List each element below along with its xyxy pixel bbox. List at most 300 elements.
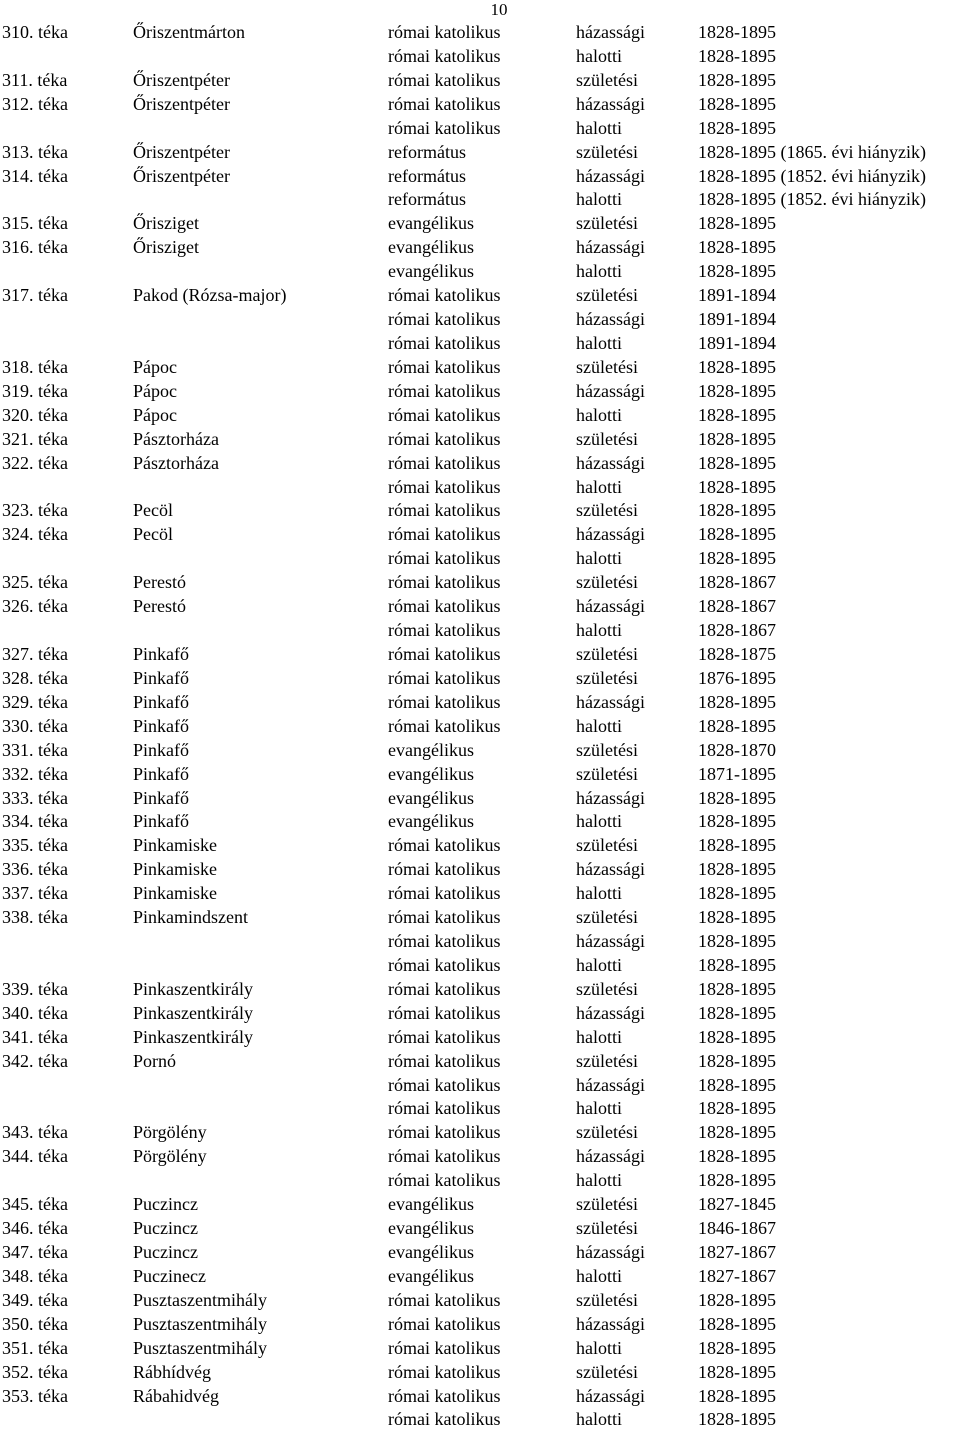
denomination: római katolikus [388, 835, 501, 856]
year-range: 1828-1895 [698, 1385, 776, 1406]
year-range: 1828-1870 [698, 739, 776, 760]
register-row [0, 1168, 960, 1192]
teka-number: 310. téka [2, 22, 68, 42]
register-type: házassági [576, 380, 645, 401]
register-type: születési [576, 978, 638, 999]
register-row [0, 355, 960, 379]
register-list [0, 20, 960, 1431]
year-range: 1828-1895 [698, 428, 776, 449]
denomination: római katolikus [388, 45, 501, 66]
denomination: evangélikus [388, 213, 474, 234]
year-range: 1876-1895 [698, 667, 776, 688]
teka-number: 332. téka [2, 763, 68, 784]
register-row [0, 211, 960, 235]
denomination: római katolikus [388, 524, 501, 545]
register-type: házassági [576, 165, 645, 186]
year-range: 1828-1895 [698, 1122, 776, 1143]
year-range: 1827-1867 [698, 1242, 776, 1263]
year-range: 1827-1845 [698, 1194, 776, 1215]
register-row [0, 1360, 960, 1384]
year-range: 1828-1895 [698, 1146, 776, 1167]
register-row [0, 738, 960, 762]
teka-number: 314. téka [2, 165, 68, 186]
register-type: házassági [576, 93, 645, 114]
register-row [0, 690, 960, 714]
teka-number: 340. téka [2, 1002, 68, 1023]
year-range: 1828-1867 [698, 620, 776, 641]
register-type: halotti [576, 954, 622, 975]
year-range: 1828-1895 [698, 835, 776, 856]
place-name: Pakod (Rózsa-major) [133, 285, 287, 306]
year-range: 1828-1895 [698, 261, 776, 282]
year-range: 1828-1895 [698, 787, 776, 808]
denomination: római katolikus [388, 309, 501, 330]
register-row [0, 618, 960, 642]
year-range: 1828-1895 [698, 1337, 776, 1358]
year-range: 1827-1867 [698, 1265, 776, 1286]
teka-number: 346. téka [2, 1218, 68, 1239]
year-range: 1828-1895 [698, 356, 776, 377]
place-name: Őriszentpéter [133, 93, 230, 114]
register-type: házassági [576, 787, 645, 808]
register-row [0, 833, 960, 857]
register-row [0, 977, 960, 1001]
year-range: 1828-1895 [698, 1098, 776, 1119]
register-row [0, 1025, 960, 1049]
teka-number: 327. téka [2, 643, 68, 664]
place-name: Puczincz [133, 1242, 198, 1263]
denomination: evangélikus [388, 811, 474, 832]
register-type: születési [576, 1361, 638, 1382]
register-row [0, 116, 960, 140]
place-name: Rábhídvég [133, 1361, 211, 1382]
denomination: római katolikus [388, 1170, 501, 1191]
year-range: 1828-1867 [698, 572, 776, 593]
year-range: 1828-1895 [698, 548, 776, 569]
denomination: római katolikus [388, 1002, 501, 1023]
year-range: 1828-1895 [698, 524, 776, 545]
place-name: Pápoc [133, 404, 177, 425]
place-name: Pinkafő [133, 787, 189, 808]
denomination: római katolikus [388, 500, 501, 521]
denomination: evangélikus [388, 1218, 474, 1239]
year-range: 1871-1895 [698, 763, 776, 784]
register-row [0, 92, 960, 116]
register-type: házassági [576, 691, 645, 712]
register-type: születési [576, 907, 638, 928]
year-range: 1828-1895 [698, 213, 776, 234]
year-range: 1828-1895 [698, 1074, 776, 1095]
register-type: születési [576, 572, 638, 593]
teka-number: 326. téka [2, 596, 68, 617]
denomination: római katolikus [388, 356, 501, 377]
teka-number: 351. téka [2, 1337, 68, 1358]
register-type: halotti [576, 404, 622, 425]
teka-number: 338. téka [2, 907, 68, 928]
register-row [0, 1096, 960, 1120]
year-range: 1828-1895 [698, 715, 776, 736]
teka-number: 330. téka [2, 715, 68, 736]
year-range: 1828-1895 [698, 1409, 776, 1430]
register-row [0, 307, 960, 331]
register-type: halotti [576, 117, 622, 138]
register-row [0, 44, 960, 68]
register-row [0, 1407, 960, 1431]
place-name: Pecöl [133, 500, 173, 521]
year-range: 1828-1895 (1852. évi hiányzik) [698, 189, 926, 210]
register-row [0, 786, 960, 810]
register-type: házassági [576, 931, 645, 952]
teka-number: 336. téka [2, 859, 68, 880]
register-type: halotti [576, 189, 622, 210]
register-type: születési [576, 428, 638, 449]
register-row [0, 259, 960, 283]
place-name: Pinkamiske [133, 883, 217, 904]
register-row [0, 427, 960, 451]
place-name: Pinkamindszent [133, 907, 248, 928]
register-row [0, 1384, 960, 1408]
denomination: római katolikus [388, 907, 501, 928]
place-name: Pusztaszentmihály [133, 1289, 267, 1310]
place-name: Pusztaszentmihály [133, 1313, 267, 1334]
place-name: Őrisziget [133, 237, 199, 258]
place-name: Pinkafő [133, 763, 189, 784]
register-type: születési [576, 285, 638, 306]
teka-number: 316. téka [2, 237, 68, 258]
denomination: római katolikus [388, 596, 501, 617]
denomination: római katolikus [388, 428, 501, 449]
teka-number: 313. téka [2, 141, 68, 162]
teka-number: 311. téka [2, 69, 68, 90]
year-range: 1828-1875 [698, 643, 776, 664]
register-type: születési [576, 763, 638, 784]
register-type: halotti [576, 45, 622, 66]
register-type: születési [576, 141, 638, 162]
denomination: római katolikus [388, 1146, 501, 1167]
register-type: házassági [576, 452, 645, 473]
register-row [0, 1073, 960, 1097]
register-row [0, 498, 960, 522]
teka-number: 352. téka [2, 1361, 68, 1382]
denomination: református [388, 165, 466, 186]
year-range: 1891-1894 [698, 285, 776, 306]
denomination: római katolikus [388, 548, 501, 569]
register-type: halotti [576, 476, 622, 497]
teka-number: 333. téka [2, 787, 68, 808]
register-type: születési [576, 500, 638, 521]
denomination: római katolikus [388, 476, 501, 497]
place-name: Rábahidvég [133, 1385, 219, 1406]
year-range: 1828-1895 [698, 1313, 776, 1334]
denomination: római katolikus [388, 931, 501, 952]
place-name: Pecöl [133, 524, 173, 545]
register-type: házassági [576, 524, 645, 545]
place-name: Pinkafő [133, 643, 189, 664]
register-row [0, 1240, 960, 1264]
place-name: Pápoc [133, 380, 177, 401]
place-name: Pinkaszentkirály [133, 1002, 253, 1023]
year-range: 1828-1895 [698, 691, 776, 712]
teka-number: 337. téka [2, 883, 68, 904]
teka-number: 325. téka [2, 572, 68, 593]
register-row [0, 187, 960, 211]
register-row [0, 140, 960, 164]
teka-number: 320. téka [2, 404, 68, 425]
register-type: halotti [576, 1026, 622, 1047]
register-type: születési [576, 1050, 638, 1071]
year-range: 1828-1895 [698, 883, 776, 904]
teka-number: 341. téka [2, 1026, 68, 1047]
register-row [0, 1264, 960, 1288]
year-range: 1828-1895 [698, 404, 776, 425]
register-row [0, 451, 960, 475]
denomination: római katolikus [388, 1050, 501, 1071]
register-type: házassági [576, 237, 645, 258]
register-row [0, 1312, 960, 1336]
teka-number: 323. téka [2, 500, 68, 521]
denomination: evangélikus [388, 763, 474, 784]
year-range: 1828-1895 [698, 69, 776, 90]
place-name: Pápoc [133, 356, 177, 377]
denomination: evangélikus [388, 261, 474, 282]
denomination: római katolikus [388, 978, 501, 999]
place-name: Pinkafő [133, 691, 189, 712]
register-type: házassági [576, 22, 645, 42]
year-range: 1828-1895 [698, 476, 776, 497]
denomination: római katolikus [388, 93, 501, 114]
register-row [0, 283, 960, 307]
denomination: római katolikus [388, 1074, 501, 1095]
page-number: 10 [490, 0, 508, 19]
teka-number: 347. téka [2, 1242, 68, 1263]
teka-number: 321. téka [2, 428, 68, 449]
register-type: házassági [576, 1242, 645, 1263]
denomination: római katolikus [388, 859, 501, 880]
register-type: házassági [576, 309, 645, 330]
denomination: római katolikus [388, 69, 501, 90]
teka-number: 345. téka [2, 1194, 68, 1215]
year-range: 1828-1895 [698, 859, 776, 880]
denomination: római katolikus [388, 691, 501, 712]
year-range: 1828-1895 [698, 931, 776, 952]
register-type: házassági [576, 596, 645, 617]
denomination: római katolikus [388, 667, 501, 688]
place-name: Pinkafő [133, 739, 189, 760]
place-name: Puczinecz [133, 1265, 206, 1286]
register-type: házassági [576, 1313, 645, 1334]
year-range: 1828-1867 [698, 596, 776, 617]
place-name: Őriszentpéter [133, 165, 230, 186]
teka-number: 350. téka [2, 1313, 68, 1334]
year-range: 1828-1895 (1865. évi hiányzik) [698, 141, 926, 162]
year-range: 1828-1895 [698, 1170, 776, 1191]
year-range: 1828-1895 [698, 978, 776, 999]
register-row [0, 642, 960, 666]
year-range: 1828-1895 [698, 1050, 776, 1071]
register-type: halotti [576, 1265, 622, 1286]
teka-number: 334. téka [2, 811, 68, 832]
register-type: házassági [576, 1074, 645, 1095]
teka-number: 344. téka [2, 1146, 68, 1167]
year-range: 1891-1894 [698, 309, 776, 330]
year-range: 1828-1895 [698, 954, 776, 975]
denomination: római katolikus [388, 22, 501, 42]
teka-number: 331. téka [2, 739, 68, 760]
year-range: 1828-1895 [698, 1002, 776, 1023]
year-range: 1828-1895 [698, 907, 776, 928]
denomination: római katolikus [388, 954, 501, 975]
denomination: római katolikus [388, 572, 501, 593]
register-type: halotti [576, 883, 622, 904]
teka-number: 349. téka [2, 1289, 68, 1310]
teka-number: 335. téka [2, 835, 68, 856]
register-type: halotti [576, 1098, 622, 1119]
register-type: születési [576, 643, 638, 664]
year-range: 1828-1895 (1852. évi hiányzik) [698, 165, 926, 186]
register-row [0, 1336, 960, 1360]
place-name: Puczincz [133, 1194, 198, 1215]
year-range: 1828-1895 [698, 22, 776, 42]
denomination: római katolikus [388, 643, 501, 664]
year-range: 1828-1895 [698, 380, 776, 401]
register-row [0, 1216, 960, 1240]
year-range: 1828-1895 [698, 500, 776, 521]
register-type: házassági [576, 859, 645, 880]
denomination: római katolikus [388, 1098, 501, 1119]
teka-number: 348. téka [2, 1265, 68, 1286]
register-type: születési [576, 213, 638, 234]
denomination: evangélikus [388, 739, 474, 760]
place-name: Pásztorháza [133, 428, 219, 449]
register-type: házassági [576, 1002, 645, 1023]
register-type: halotti [576, 715, 622, 736]
denomination: evangélikus [388, 1242, 474, 1263]
register-type: születési [576, 739, 638, 760]
register-row [0, 809, 960, 833]
place-name: Pörgölény [133, 1146, 207, 1167]
place-name: Pinkamiske [133, 859, 217, 880]
register-row [0, 570, 960, 594]
year-range: 1828-1895 [698, 117, 776, 138]
year-range: 1828-1895 [698, 452, 776, 473]
register-type: halotti [576, 1409, 622, 1430]
place-name: Pinkaszentkirály [133, 1026, 253, 1047]
place-name: Pörgölény [133, 1122, 207, 1143]
place-name: Pinkafő [133, 715, 189, 736]
register-row [0, 379, 960, 403]
denomination: református [388, 141, 466, 162]
year-range: 1828-1895 [698, 1026, 776, 1047]
register-row [0, 522, 960, 546]
register-row [0, 714, 960, 738]
place-name: Perestó [133, 572, 186, 593]
register-row [0, 953, 960, 977]
teka-number: 342. téka [2, 1050, 68, 1071]
register-type: halotti [576, 811, 622, 832]
teka-number: 318. téka [2, 356, 68, 377]
denomination: római katolikus [388, 715, 501, 736]
teka-number: 312. téka [2, 93, 68, 114]
register-row [0, 1144, 960, 1168]
register-type: halotti [576, 1170, 622, 1191]
denomination: evangélikus [388, 237, 474, 258]
teka-number: 328. téka [2, 667, 68, 688]
register-type: halotti [576, 548, 622, 569]
register-row [0, 20, 960, 44]
teka-number: 319. téka [2, 380, 68, 401]
register-row [0, 594, 960, 618]
register-type: születési [576, 1122, 638, 1143]
register-type: halotti [576, 620, 622, 641]
denomination: római katolikus [388, 1409, 501, 1430]
year-range: 1828-1895 [698, 811, 776, 832]
register-type: halotti [576, 261, 622, 282]
denomination: római katolikus [388, 620, 501, 641]
register-row [0, 905, 960, 929]
register-type: házassági [576, 1146, 645, 1167]
teka-number: 343. téka [2, 1122, 68, 1143]
register-row [0, 1192, 960, 1216]
year-range: 1846-1867 [698, 1218, 776, 1239]
register-row [0, 403, 960, 427]
teka-number: 315. téka [2, 213, 68, 234]
register-type: születési [576, 835, 638, 856]
denomination: római katolikus [388, 404, 501, 425]
place-name: Pinkafő [133, 667, 189, 688]
register-row [0, 1001, 960, 1025]
register-row [0, 475, 960, 499]
register-row [0, 235, 960, 259]
denomination: evangélikus [388, 1194, 474, 1215]
place-name: Őriszentmárton [133, 22, 245, 42]
teka-number: 317. téka [2, 285, 68, 306]
place-name: Puczincz [133, 1218, 198, 1239]
place-name: Pinkafő [133, 811, 189, 832]
denomination: evangélikus [388, 787, 474, 808]
place-name: Őrisziget [133, 213, 199, 234]
denomination: római katolikus [388, 1337, 501, 1358]
register-row [0, 666, 960, 690]
register-type: születési [576, 69, 638, 90]
register-row [0, 1049, 960, 1073]
year-range: 1828-1895 [698, 1289, 776, 1310]
register-type: halotti [576, 1337, 622, 1358]
place-name: Perestó [133, 596, 186, 617]
denomination: római katolikus [388, 1289, 501, 1310]
place-name: Pinkamiske [133, 835, 217, 856]
denomination: református [388, 189, 466, 210]
teka-number: 322. téka [2, 452, 68, 473]
denomination: római katolikus [388, 1385, 501, 1406]
teka-number: 329. téka [2, 691, 68, 712]
denomination: római katolikus [388, 1361, 501, 1382]
denomination: római katolikus [388, 883, 501, 904]
register-type: születési [576, 1289, 638, 1310]
year-range: 1828-1895 [698, 45, 776, 66]
place-name: Pornó [133, 1050, 177, 1071]
register-type: születési [576, 1194, 638, 1215]
teka-number: 353. téka [2, 1385, 68, 1406]
register-row [0, 68, 960, 92]
denomination: római katolikus [388, 380, 501, 401]
place-name: Őriszentpéter [133, 69, 230, 90]
register-type: születési [576, 667, 638, 688]
register-row [0, 929, 960, 953]
register-type: születési [576, 1218, 638, 1239]
place-name: Őriszentpéter [133, 141, 230, 162]
place-name: Pusztaszentmihály [133, 1337, 267, 1358]
register-type: születési [576, 356, 638, 377]
